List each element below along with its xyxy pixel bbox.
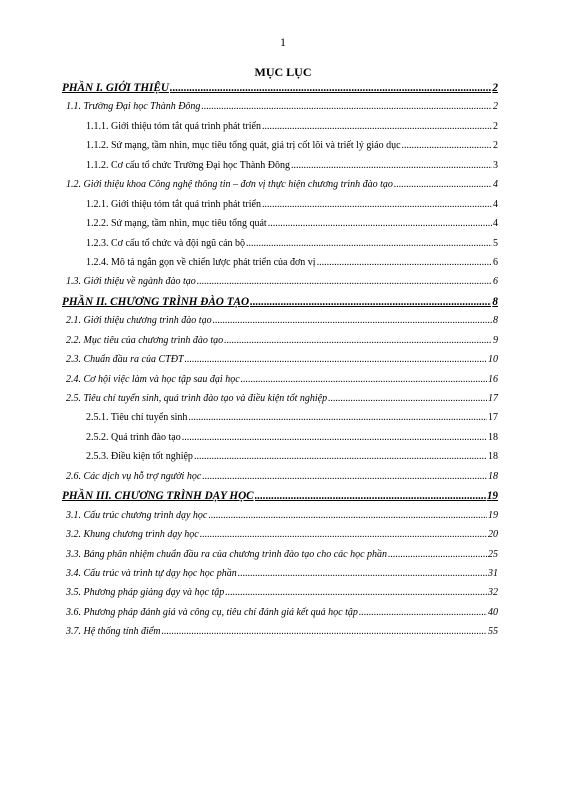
page-number: 1 — [280, 35, 286, 49]
toc-entry-page: 18 — [488, 470, 498, 482]
dot-leader — [359, 607, 487, 618]
toc-entry-title: 3.4. Cấu trúc và trình tự dạy học học phần — [66, 567, 237, 579]
toc-entry-title: PHẦN II. CHƯƠNG TRÌNH ĐÀO TẠO — [62, 295, 250, 308]
dot-leader — [262, 199, 492, 210]
toc-entry-title: 1.1.2. Cơ cấu tổ chức Trường Đại học Thành Đông — [86, 159, 290, 171]
dot-leader — [197, 276, 492, 287]
toc-entry-page: 2 — [493, 120, 498, 132]
toc-entry-page: 6 — [493, 256, 498, 268]
toc-entry-title: 3.2. Khung chương trình dạy học — [66, 529, 199, 541]
toc-entry[interactable] — [62, 276, 498, 295]
toc-entry[interactable] — [62, 238, 498, 257]
toc-entry-page: 8 — [492, 295, 498, 308]
table-of-contents — [62, 82, 498, 646]
toc-entry-title: 2.5.3. Điều kiện tốt nghiệp — [86, 451, 193, 463]
dot-leader — [170, 82, 491, 94]
toc-entry-title: 3.7. Hệ thống tính điểm — [66, 626, 161, 638]
toc-entry-title: 2.5. Tiêu chí tuyển sinh, quá trình đào tạo và điều kiện tốt nghiệp — [66, 393, 328, 404]
toc-entry[interactable] — [62, 529, 498, 548]
toc-entry[interactable] — [62, 432, 498, 451]
dot-leader — [402, 140, 492, 151]
toc-entry-page: 20 — [488, 529, 498, 541]
toc-entry-title: 1.1.1. Giới thiệu tóm tắt quá trình phát triển — [86, 120, 261, 132]
dot-leader — [388, 549, 487, 560]
toc-entry[interactable] — [62, 412, 498, 431]
toc-entry-page: 5 — [493, 237, 498, 249]
dot-leader — [268, 218, 492, 229]
toc-entry-page: 6 — [493, 276, 498, 288]
toc-entry-page: 19 — [486, 490, 498, 503]
toc-entry[interactable] — [62, 626, 498, 645]
toc-entry-title: PHẦN III. CHƯƠNG TRÌNH DẠY HỌC — [62, 490, 254, 503]
toc-entry-title: 1.2.4. Mô tả ngắn gọn về chiến lược phát triển của đơn vị — [86, 256, 316, 268]
toc-entry-title: 3.5. Phương pháp giảng dạy và học tập — [66, 587, 225, 599]
dot-leader — [202, 471, 487, 482]
dot-leader — [194, 451, 487, 462]
toc-entry[interactable] — [62, 315, 498, 334]
toc-entry-title: 1.2.1. Giới thiệu tóm tắt quá trình phát triển — [86, 198, 261, 210]
toc-entry-page: 19 — [488, 509, 498, 521]
toc-entry-title: 1.3. Giới thiệu về ngành đào tạo — [66, 276, 196, 288]
toc-entry[interactable] — [62, 490, 498, 509]
toc-entry[interactable] — [62, 179, 498, 198]
toc-entry-title: PHẦN I. GIỚI THIỆU — [62, 82, 169, 94]
toc-entry-page: 18 — [488, 431, 498, 443]
dot-leader — [188, 412, 487, 423]
toc-title: MỤC LỤC — [254, 65, 312, 79]
toc-entry-page: 2 — [493, 140, 498, 152]
dot-leader — [291, 160, 492, 171]
dot-leader — [200, 529, 487, 540]
dot-leader — [238, 568, 487, 579]
toc-entry[interactable] — [62, 218, 498, 237]
toc-entry[interactable] — [62, 121, 498, 140]
toc-entry-page: 55 — [488, 626, 498, 638]
toc-entry[interactable] — [62, 374, 498, 393]
toc-entry-title: 2.4. Cơ hội việc làm và học tập sau đại học — [66, 373, 240, 385]
toc-entry[interactable] — [62, 82, 498, 101]
dot-leader — [182, 432, 487, 443]
toc-entry-page: 17 — [488, 393, 498, 404]
dot-leader — [213, 315, 492, 326]
toc-entry-page: 18 — [488, 451, 498, 463]
toc-entry-title: 3.6. Phương pháp đánh giá và công cụ, tiêu chí đánh giá kết quả học tập — [66, 606, 358, 618]
toc-entry-title: 1.1. Trường Đại học Thành Đông — [66, 101, 201, 113]
dot-leader — [161, 626, 487, 637]
toc-entry-title: 2.6. Các dịch vụ hỗ trợ người học — [66, 470, 202, 482]
dot-leader — [250, 296, 491, 308]
toc-entry-title: 3.1. Cấu trúc chương trình dạy học — [66, 509, 208, 521]
toc-entry[interactable] — [62, 101, 498, 120]
toc-entry[interactable] — [62, 393, 498, 412]
dot-leader — [224, 335, 492, 346]
toc-entry[interactable] — [62, 471, 498, 490]
toc-entry[interactable] — [62, 257, 498, 276]
dot-leader — [317, 257, 492, 268]
toc-entry-title: 1.1.2. Sứ mạng, tầm nhìn, mục tiêu tổng quát, giá trị cốt lõi và triết lý giáo dục — [86, 140, 401, 152]
toc-entry-page: 16 — [488, 373, 498, 385]
toc-entry-page: 32 — [488, 587, 498, 599]
toc-entry-title: 2.5.2. Quá trình đào tạo — [86, 431, 181, 443]
toc-entry-page: 8 — [493, 315, 498, 327]
toc-entry-title: 2.5.1. Tiêu chí tuyển sinh — [86, 412, 188, 424]
dot-leader — [241, 374, 487, 385]
toc-entry-page: 2 — [493, 101, 498, 113]
toc-entry-page: 4 — [493, 198, 498, 210]
toc-entry[interactable] — [62, 140, 498, 159]
dot-leader — [394, 179, 492, 190]
dot-leader — [246, 238, 492, 249]
toc-entry[interactable] — [62, 568, 498, 587]
toc-entry-page: 4 — [493, 218, 498, 230]
dot-leader — [201, 101, 492, 112]
toc-entry[interactable] — [62, 199, 498, 218]
toc-entry-title: 2.3. Chuẩn đầu ra của CTĐT — [66, 354, 184, 366]
toc-entry-title: 2.2. Mục tiêu của chương trình đào tạo — [66, 334, 224, 346]
toc-entry[interactable] — [62, 510, 498, 529]
toc-entry[interactable] — [62, 587, 498, 606]
dot-leader — [262, 121, 492, 132]
dot-leader — [225, 587, 487, 598]
toc-entry[interactable] — [62, 335, 498, 354]
toc-entry-page: 10 — [488, 354, 498, 366]
toc-entry-page: 40 — [488, 606, 498, 618]
dot-leader — [185, 354, 487, 365]
toc-entry[interactable] — [62, 549, 498, 568]
toc-entry-page: 25 — [488, 548, 498, 560]
toc-entry-title: 3.3. Bảng phân nhiệm chuẩn đầu ra của chương trình đào tạo cho các học phần — [66, 548, 388, 560]
toc-entry[interactable] — [62, 607, 498, 626]
toc-entry-title: 2.1. Giới thiệu chương trình đào tạo — [66, 315, 212, 327]
dot-leader — [255, 490, 486, 502]
toc-entry[interactable] — [62, 354, 498, 373]
toc-entry[interactable] — [62, 160, 498, 179]
toc-entry-title: 1.2.2. Sứ mạng, tầm nhìn, mục tiêu tổng quát — [86, 218, 267, 230]
toc-entry-page: 4 — [493, 179, 498, 191]
toc-entry-page: 9 — [493, 334, 498, 346]
dot-leader — [328, 393, 487, 404]
toc-entry-page: 31 — [488, 567, 498, 579]
toc-entry-page: 3 — [493, 159, 498, 171]
toc-entry[interactable] — [62, 451, 498, 470]
toc-entry-page: 2 — [492, 82, 498, 94]
toc-entry[interactable] — [62, 296, 498, 315]
toc-entry-title: 1.2. Giới thiệu khoa Công nghệ thông tin – đơn vị thực hiện chương trình đào tạo — [66, 179, 393, 191]
toc-entry-page: 17 — [488, 412, 498, 424]
toc-entry-title: 1.2.3. Cơ cấu tổ chức và đội ngũ cán bộ — [86, 237, 246, 249]
dot-leader — [208, 510, 487, 521]
